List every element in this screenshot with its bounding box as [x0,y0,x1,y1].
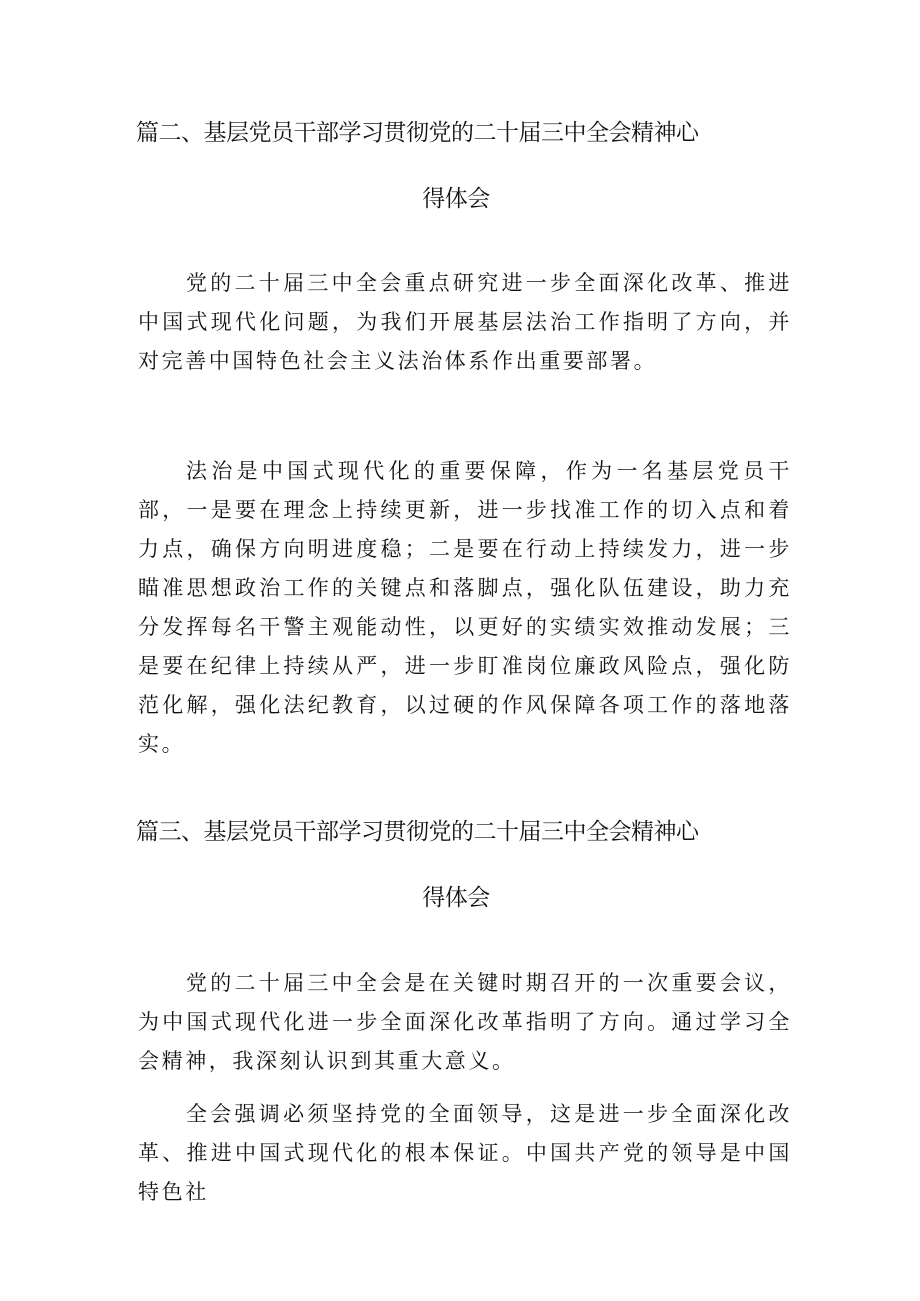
heading-line: 得体会 [422,186,490,212]
section-heading-3 [136,813,786,917]
section-heading-2 [136,114,786,218]
paragraph: 法治是中国式现代化的重要保障，作为一名基层党员干部，一是要在理念上持续更新，进一步找准工作的切入点和着力点，确保方向明进度稳；二是要在行动上持续发力，进一步瞄准思想政治工作的关键点和落脚点，强化队伍建设，助力充分发挥每名干警主观能动性，以更好的实绩实效推动发展；三是要在纪律上持续从严，进一步盯准岗位廉政风险点，强化防范化解，强化法纪教育，以过硬的作风保障各项工作的落地落实。 [138,459,792,756]
heading-line: 得体会 [422,885,490,911]
heading-line: 篇二、基层党员干部学习贯彻党的二十届三中全会精神心 [136,120,699,146]
paragraph: 党的二十届三中全会重点研究进一步全面深化改革、推进中国式现代化问题，为我们开展基层法治工作指明了方向，并对完善中国特色社会主义法治体系作出重要部署。 [138,271,792,373]
paragraph: 全会强调必须坚持党的全面领导，这是进一步全面深化改革、推进中国式现代化的根本保证。中国共产党的领导是中国特色社 [138,1102,792,1204]
heading-line: 篇三、基层党员干部学习贯彻党的二十届三中全会精神心 [136,819,699,845]
paragraph: 党的二十届三中全会是在关键时期召开的一次重要会议，为中国式现代化进一步全面深化改革指明了方向。通过学习全会精神，我深刻认识到其重大意义。 [138,971,792,1073]
